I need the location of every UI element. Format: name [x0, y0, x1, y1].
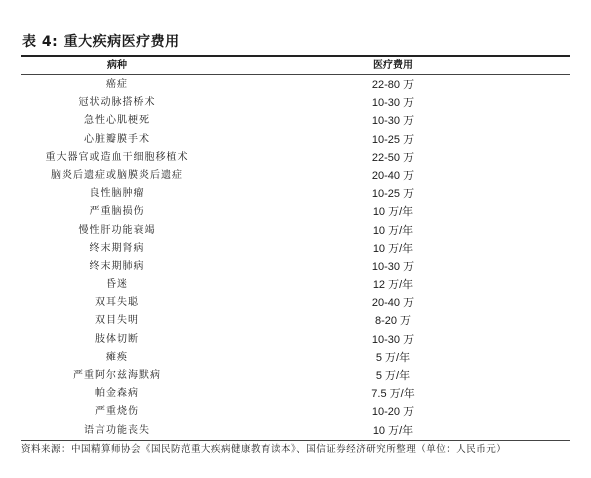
- cost-cell: 10-25 万: [371, 188, 415, 201]
- table-row: [0, 131, 591, 149]
- bottom-rule: [21, 440, 570, 441]
- disease-cell: 急性心肌梗死: [84, 115, 150, 127]
- disease-cell: 冠状动脉搭桥术: [78, 97, 156, 109]
- table-title: 表 4: 重大疾病医疗费用: [22, 34, 180, 50]
- cost-cell: 10-20 万: [371, 406, 415, 419]
- cost-cell: 10-30 万: [371, 97, 415, 110]
- disease-cell: 帕金森病: [95, 388, 139, 400]
- disease-cell: 慢性肝功能衰竭: [78, 224, 156, 236]
- header-disease: 病种: [107, 60, 127, 71]
- table-row: [0, 222, 591, 240]
- source-note: 资料来源：中国精算师协会《国民防范重大疾病健康教育读本》、国信证券经济研究所整理（单位：人民币元）: [21, 444, 507, 455]
- cost-cell: 10-25 万: [371, 133, 415, 146]
- disease-cell: 严重烧伤: [95, 406, 139, 418]
- table-row: [0, 294, 591, 312]
- table-row: [0, 276, 591, 294]
- disease-cell: 终末期肺病: [89, 260, 145, 272]
- cost-cell: 22-50 万: [371, 151, 415, 164]
- disease-cell: 语言功能丧失: [84, 424, 150, 436]
- cost-cell: 20-40 万: [371, 297, 415, 310]
- disease-cell: 瘫痪: [106, 351, 128, 363]
- cost-cell: 12 万/年: [372, 279, 414, 292]
- cost-cell: 20-40 万: [371, 169, 415, 182]
- table-row: [0, 240, 591, 258]
- disease-cell: 心脏瓣膜手术: [84, 133, 150, 145]
- disease-cell: 良性脑肿瘤: [89, 188, 145, 200]
- cost-cell: 10 万/年: [372, 242, 414, 255]
- table-row: [0, 185, 591, 203]
- cost-cell: 10 万/年: [372, 224, 414, 237]
- cost-cell: 22-80 万: [371, 79, 415, 91]
- table-row: [0, 258, 591, 276]
- table-row: [0, 76, 591, 94]
- cost-cell: 5 万/年: [375, 370, 411, 382]
- table-row: [0, 367, 591, 385]
- disease-cell: 重大器官或造血干细胞移植术: [45, 151, 189, 163]
- cost-cell: 10-30 万: [371, 333, 415, 346]
- disease-cell: 严重阿尔兹海默病: [73, 370, 161, 381]
- disease-cell: 双耳失聪: [95, 297, 139, 309]
- table-row: [0, 203, 591, 221]
- disease-cell: 昏迷: [106, 279, 128, 291]
- cost-cell: 10-30 万: [371, 115, 415, 128]
- disease-cell: 双目失明: [95, 315, 139, 327]
- table-row: [0, 149, 591, 167]
- cost-cell: 7.5 万/年: [371, 388, 415, 401]
- table-row: [0, 94, 591, 112]
- header-cost: 医疗费用: [373, 60, 413, 71]
- cost-cell: 10-30 万: [371, 260, 415, 273]
- cost-cell: 5 万/年: [375, 351, 411, 364]
- table-row: [0, 385, 591, 403]
- cost-cell: 10 万/年: [372, 206, 414, 219]
- table-row: [0, 403, 591, 421]
- disease-cell: 癌症: [106, 79, 128, 90]
- table-row: [0, 312, 591, 330]
- disease-cell: 脑炎后遗症或脑膜炎后遗症: [51, 169, 183, 181]
- table-row: [0, 112, 591, 130]
- table-body: [0, 76, 591, 440]
- table-row: [0, 167, 591, 185]
- table-row: [0, 331, 591, 349]
- disease-cell: 严重脑损伤: [89, 206, 145, 218]
- disease-cell: 终末期肾病: [89, 242, 145, 254]
- header-rule: [21, 74, 570, 75]
- table-row: [0, 349, 591, 367]
- cost-cell: 8-20 万: [374, 315, 412, 328]
- table-row: [0, 422, 591, 440]
- disease-cell: 肢体切断: [95, 333, 139, 345]
- top-rule: [21, 55, 570, 57]
- cost-cell: 10 万/年: [372, 424, 414, 437]
